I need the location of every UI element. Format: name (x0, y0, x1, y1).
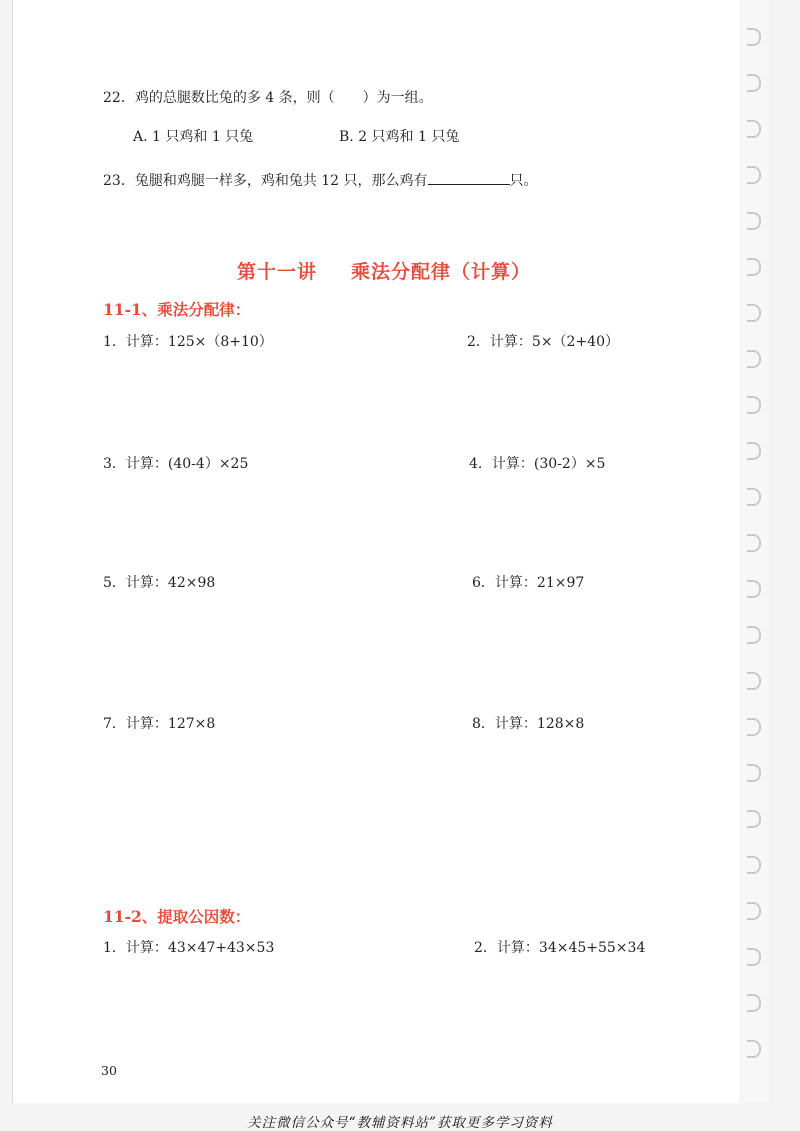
problem-item: 1．计算：43×47+43×53 (103, 940, 275, 956)
problem-item: 8．计算：128×8 (472, 716, 585, 732)
lecture-heading (0, 257, 768, 284)
binding-ring (747, 856, 761, 874)
lecture-number: 第十一讲 (236, 261, 317, 283)
problem-item: 1．计算：125×（8+10） (103, 334, 273, 350)
question-22-option-a: A. 1 只鸡和 1 只兔 (133, 129, 254, 145)
footer-watermark: 关注微信公众号“教辅资料站”获取更多学习资料 (247, 1115, 553, 1131)
binding-ring (747, 948, 761, 966)
binding-ring (747, 810, 761, 828)
question-23-text: 23．兔腿和鸡腿一样多，鸡和兔共 12 只，那么鸡有 (103, 173, 428, 189)
binding-ring (747, 120, 761, 138)
binding-ring (747, 488, 761, 506)
page-number: 30 (101, 1063, 117, 1078)
question-23-unit: 只。 (509, 173, 538, 189)
binding-ring (747, 580, 761, 598)
binding-ring (747, 350, 761, 368)
binding-ring (747, 902, 761, 920)
binding-ring (747, 764, 761, 782)
problem-item: 2．计算：34×45+55×34 (474, 940, 646, 956)
binding-ring (747, 534, 761, 552)
binding-ring (747, 28, 761, 46)
binding-ring (747, 718, 761, 736)
binding-ring (747, 74, 761, 92)
binding-ring (747, 212, 761, 230)
problem-item: 6．计算：21×97 (472, 575, 585, 591)
spiral-binding (739, 0, 769, 1103)
binding-ring (747, 626, 761, 644)
problem-item: 3．计算：(40-4）×25 (103, 456, 249, 472)
binding-ring (747, 166, 761, 184)
question-23 (103, 170, 538, 190)
binding-ring (747, 994, 761, 1012)
lecture-title: 乘法分配律（计算） (351, 261, 532, 283)
answer-blank[interactable] (428, 170, 510, 185)
problem-item: 5．计算：42×98 (103, 575, 216, 591)
section-title-distributive: 11-1、乘法分配律： (103, 300, 251, 319)
problem-item: 2．计算：5×（2+40） (467, 334, 619, 350)
problem-item: 4．计算：(30-2）×5 (469, 456, 606, 472)
binding-ring (747, 672, 761, 690)
question-22-option-b: B. 2 只鸡和 1 只兔 (339, 129, 460, 145)
binding-ring (747, 1040, 761, 1058)
binding-ring (747, 442, 761, 460)
binding-ring (747, 304, 761, 322)
problem-item: 7．计算：127×8 (103, 716, 216, 732)
binding-ring (747, 396, 761, 414)
section-title-common-factor: 11-2、提取公因数： (103, 907, 251, 926)
question-22: 22．鸡的总腿数比兔的多 4 条，则（ ）为一组。 (103, 90, 433, 106)
